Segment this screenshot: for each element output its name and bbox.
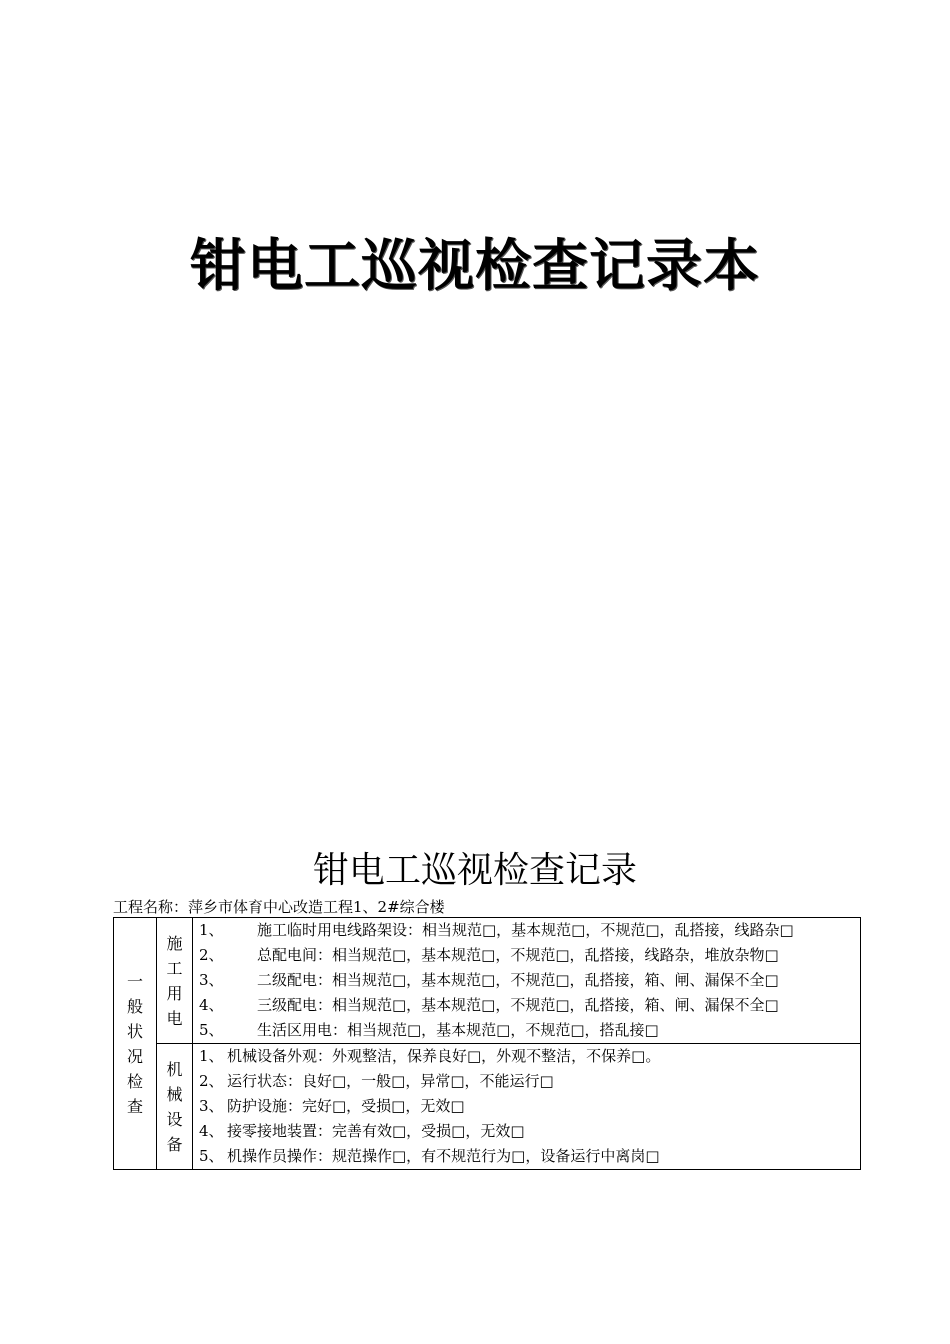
section-char: 电: [166, 1008, 183, 1028]
record-title: 钳电工巡视检查记录: [312, 850, 637, 891]
list-item: 2、 总配电间：相当规范□，基本规范□，不规范□，乱搭接，线路杂，堆放杂物□: [199, 946, 779, 964]
category-char: 检: [126, 1071, 143, 1091]
inspection-table: [113, 917, 861, 1170]
project-name: 工程名称：萍乡市体育中心改造工程1、2#综合楼: [113, 898, 445, 916]
section-char: 备: [166, 1134, 183, 1154]
list-item: 4、 接零接地装置：完善有效□，受损□，无效□: [199, 1122, 525, 1140]
list-item: 3、 二级配电：相当规范□，基本规范□，不规范□，乱搭接，箱、闸、漏保不全□: [199, 971, 779, 989]
cover-title: 钳电工巡视检查记录本: [190, 234, 760, 299]
category-char: 般: [126, 996, 143, 1016]
section-char: 械: [166, 1084, 183, 1104]
table-row: [114, 918, 861, 1044]
category-char: 查: [126, 1096, 143, 1116]
table-row: [114, 1044, 861, 1170]
category-cell: [114, 918, 157, 1170]
section-char: 施: [166, 933, 183, 953]
list-item: 3、 防护设施：完好□，受损□，无效□: [199, 1097, 465, 1115]
category-char: 一: [126, 971, 143, 991]
section-items-machinery: [193, 1044, 861, 1170]
section-label-power: [157, 918, 193, 1044]
list-item: 1、 机械设备外观：外观整洁，保养良好□，外观不整洁，不保养□。: [199, 1047, 661, 1065]
section-char: 用: [166, 983, 183, 1003]
category-char: 状: [126, 1021, 143, 1041]
section-char: 工: [166, 958, 183, 978]
section-items-power: [193, 918, 861, 1044]
list-item: 2、 运行状态：良好□，一般□，异常□，不能运行□: [199, 1072, 554, 1090]
section-char: 机: [166, 1059, 183, 1079]
list-item: 1、 施工临时用电线路架设：相当规范□，基本规范□，不规范□，乱搭接，线路杂□: [199, 921, 794, 939]
list-item: 5、 机操作员操作：规范操作□，有不规范行为□，设备运行中离岗□: [199, 1147, 660, 1165]
list-item: 4、 三级配电：相当规范□，基本规范□，不规范□，乱搭接，箱、闸、漏保不全□: [199, 996, 779, 1014]
category-char: 况: [126, 1046, 143, 1066]
section-label-machinery: [157, 1044, 193, 1170]
list-item: 5、 生活区用电：相当规范□，基本规范□，不规范□，搭乱接□: [199, 1021, 659, 1039]
section-char: 设: [166, 1109, 183, 1129]
